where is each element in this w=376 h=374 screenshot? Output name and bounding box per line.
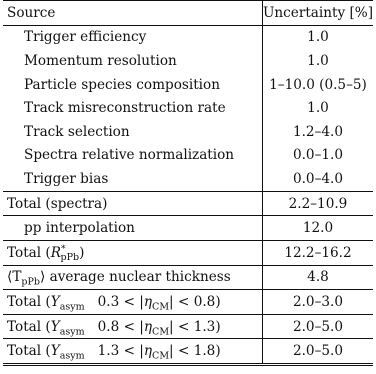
- table-row: [3, 25, 373, 49]
- table-row: [3, 120, 373, 144]
- table-row: [3, 73, 373, 97]
- uncertainty-table-container: [3, 0, 373, 366]
- table-row: [3, 339, 373, 365]
- row-label: Spectra relative normalization: [24, 147, 235, 164]
- row-label: Total (spectra): [3, 191, 262, 216]
- table-row: [3, 144, 373, 168]
- row-label-thickness: $⟨T_{pPb}⟩$ average nuclear thickness: [3, 265, 262, 290]
- row-label: Trigger bias: [24, 170, 109, 187]
- row-label: pp interpolation: [3, 216, 262, 241]
- uncertainty-table: [3, 0, 373, 366]
- table-row: [3, 290, 373, 315]
- table-row: [3, 240, 373, 265]
- table-row: [3, 191, 373, 216]
- row-value: 1.0: [262, 25, 373, 49]
- table-row: [3, 265, 373, 290]
- row-value: 1.0: [262, 49, 373, 73]
- row-value: 12.0: [262, 216, 373, 241]
- row-label-yasym-2: Total ($Y_{asym}$ $0.8 < |\eta_{CM}| < 1.3$): [3, 314, 262, 339]
- row-value: 2.0–3.0: [262, 290, 373, 315]
- row-value: 2.0–5.0: [262, 314, 373, 339]
- table-row: [3, 96, 373, 120]
- table-row: [3, 314, 373, 339]
- header-uncertainty: Uncertainty [%]: [262, 1, 373, 26]
- row-value: 4.8: [262, 265, 373, 290]
- row-label-rpb: Total $(R^*_{pPb})$: [3, 240, 262, 265]
- table-row: [3, 49, 373, 73]
- row-label: Particle species composition: [24, 76, 220, 93]
- row-value: 2.2–10.9: [262, 191, 373, 216]
- row-value: 0.0–4.0: [262, 167, 373, 191]
- row-value: 12.2–16.2: [262, 240, 373, 265]
- row-value: 2.0–5.0: [262, 339, 373, 365]
- table-row: [3, 167, 373, 191]
- table-header-row: [3, 1, 373, 26]
- row-value: 1.2–4.0: [262, 120, 373, 144]
- row-label: Track misreconstruction rate: [24, 100, 226, 117]
- row-label-yasym-1: Total ($Y_{asym}$ $0.3 < |\eta_{CM}| < 0.8$): [3, 290, 262, 315]
- row-label-yasym-3: Total ($Y_{asym}$ $1.3 < |\eta_{CM}| < 1.8$): [3, 339, 262, 365]
- table-row: [3, 216, 373, 241]
- header-source: Source: [3, 1, 262, 26]
- r-symbol: R: [50, 244, 61, 261]
- row-value: 1–10.0 (0.5–5): [262, 73, 373, 97]
- row-label: Trigger efficiency: [24, 29, 147, 46]
- row-label: Momentum resolution: [24, 52, 177, 69]
- row-value: 1.0: [262, 96, 373, 120]
- row-label: Track selection: [24, 123, 130, 140]
- row-value: 0.0–1.0: [262, 144, 373, 168]
